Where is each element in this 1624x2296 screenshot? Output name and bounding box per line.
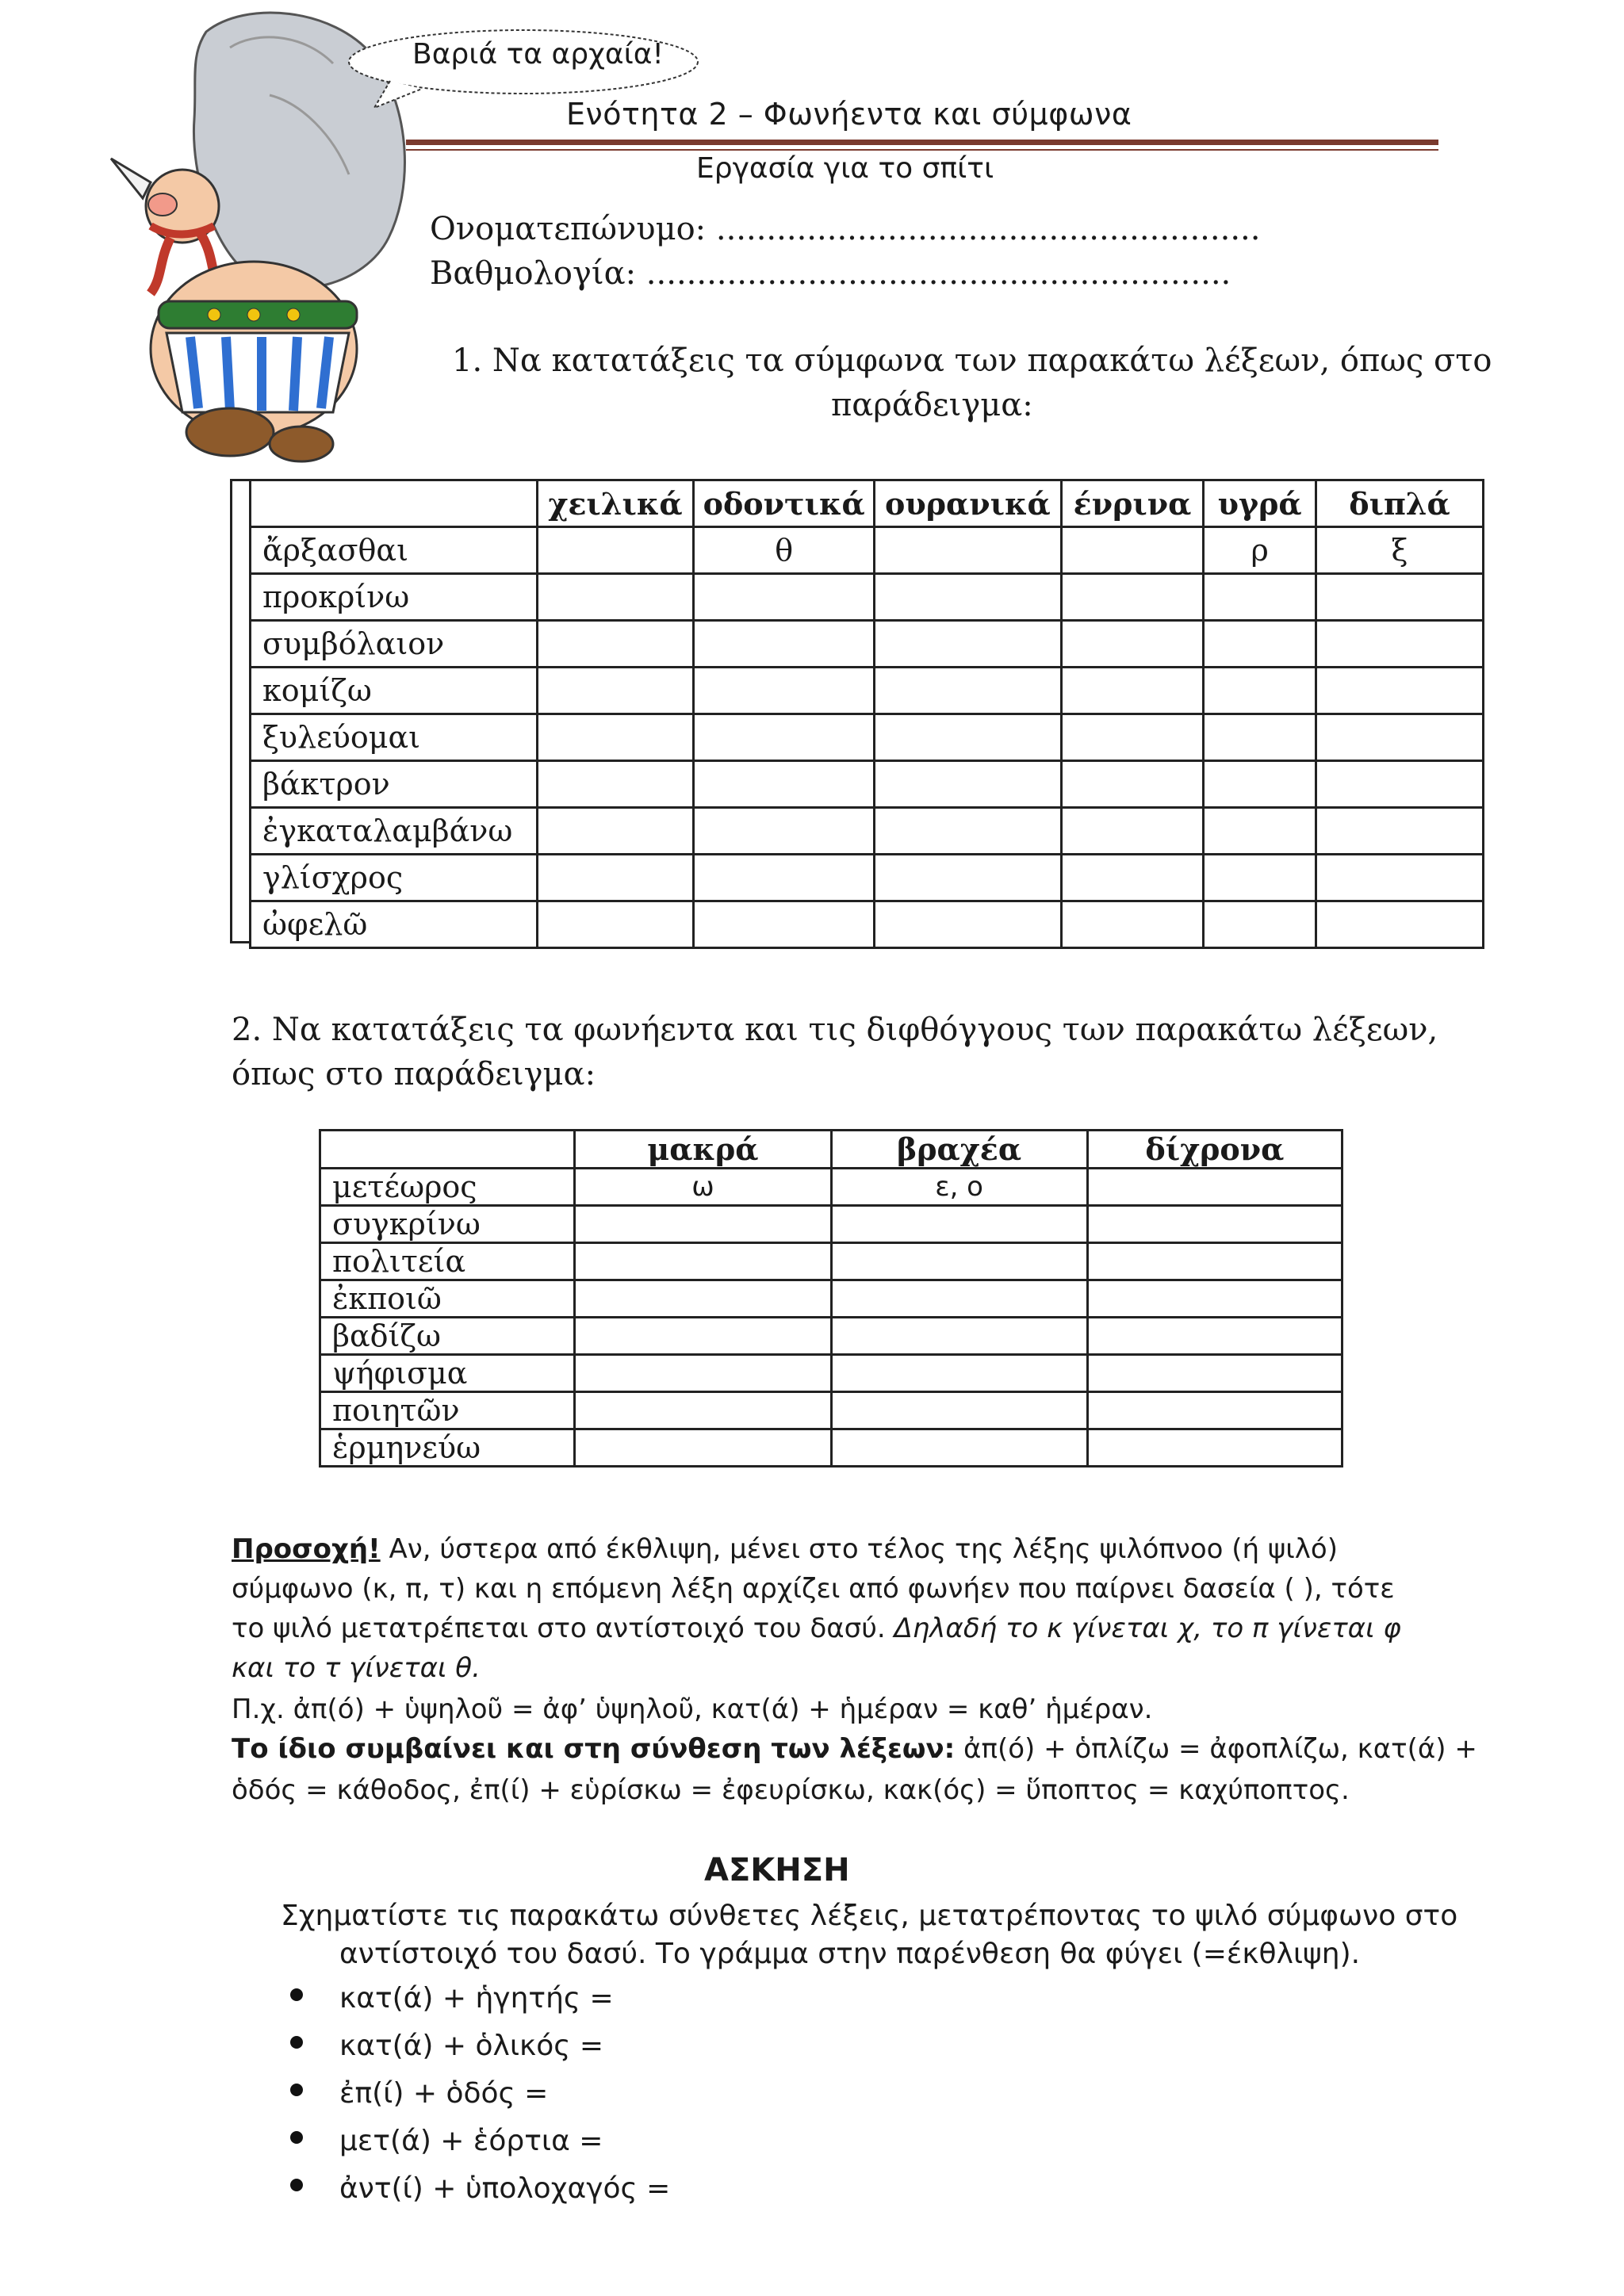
- answer-cell[interactable]: [1204, 855, 1316, 901]
- table-row: [320, 1318, 1342, 1355]
- task1-instruction-cont: παράδειγμα:: [831, 387, 1033, 423]
- note-text: σύμφωνο (κ, π, τ) και η επόμενη λέξη αρχίζει από φωνήεν που παίρνει δασεία ( ), τότε: [232, 1573, 1395, 1605]
- answer-cell[interactable]: [1061, 808, 1204, 855]
- table-row: [251, 714, 1484, 761]
- table-row: [251, 574, 1484, 621]
- word-cell: ποιητῶν: [320, 1392, 575, 1429]
- answer-cell[interactable]: [1316, 901, 1483, 948]
- answer-cell[interactable]: [1061, 714, 1204, 761]
- word-cell: ἐγκαταλαμβάνω: [251, 808, 538, 855]
- table-header-cell: βραχέα: [831, 1131, 1087, 1169]
- note-label: Προσοχή!: [232, 1533, 381, 1565]
- word-cell: μετέωρος: [320, 1169, 575, 1206]
- answer-cell[interactable]: [1087, 1392, 1342, 1429]
- answer-cell[interactable]: [1204, 574, 1316, 621]
- answer-cell[interactable]: [694, 714, 875, 761]
- answer-cell[interactable]: [831, 1206, 1087, 1243]
- table-row: [251, 668, 1484, 714]
- answer-cell[interactable]: [875, 855, 1062, 901]
- list-item: [290, 2077, 670, 2125]
- table-header-cell: διπλά: [1316, 480, 1483, 527]
- word-cell: πολιτεία: [320, 1243, 575, 1280]
- answer-cell[interactable]: ε, ο: [831, 1169, 1087, 1206]
- answer-cell[interactable]: [831, 1280, 1087, 1318]
- word-cell: ἑρμηνεύω: [320, 1429, 575, 1467]
- answer-cell[interactable]: [694, 668, 875, 714]
- list-item: [290, 2030, 670, 2077]
- answer-cell[interactable]: [537, 621, 694, 668]
- answer-cell[interactable]: θ: [694, 527, 875, 574]
- note-bold: Το ίδιο συμβαίνει και στη σύνθεση των λέξεων:: [232, 1733, 956, 1765]
- answer-cell[interactable]: [694, 761, 875, 808]
- answer-cell[interactable]: [1061, 901, 1204, 948]
- answer-cell[interactable]: [1316, 761, 1483, 808]
- answer-cell[interactable]: [1204, 668, 1316, 714]
- answer-cell[interactable]: [1316, 668, 1483, 714]
- table-header-cell: [320, 1131, 575, 1169]
- answer-cell[interactable]: [831, 1392, 1087, 1429]
- word-cell: ἐκποιῶ: [320, 1280, 575, 1318]
- answer-cell[interactable]: [537, 761, 694, 808]
- answer-cell[interactable]: [831, 1318, 1087, 1355]
- answer-cell[interactable]: [537, 855, 694, 901]
- note-example: Π.χ. ἀπ(ό) + ὑψηλοῦ = ἀφ’ ὑψηλοῦ, κατ(ά) + ἡμέραν = καθ’ ἡμέραν.: [232, 1693, 1153, 1725]
- word-cell: γλίσχρος: [251, 855, 538, 901]
- answer-cell[interactable]: [875, 714, 1062, 761]
- word-cell: κομίζω: [251, 668, 538, 714]
- list-item: [290, 1982, 670, 2030]
- answer-cell[interactable]: [575, 1280, 831, 1318]
- word-cell: συμβόλαιον: [251, 621, 538, 668]
- answer-cell[interactable]: [575, 1429, 831, 1467]
- note-paragraph: [232, 1533, 1338, 1565]
- answer-cell[interactable]: [1087, 1206, 1342, 1243]
- answer-cell[interactable]: [875, 527, 1062, 574]
- bullet-icon: [290, 2036, 303, 2049]
- note-text: ὁδός = κάθοδος, ἐπ(ί) + εὑρίσκω = ἐφευρίσκω, κακ(ός) = ὕποπτος = καχύποπτος.: [232, 1774, 1350, 1806]
- bullet-icon: [290, 1988, 303, 2001]
- table-header-cell: υγρά: [1204, 480, 1316, 527]
- answer-cell[interactable]: [575, 1318, 831, 1355]
- note-italic: Δηλαδή το κ γίνεται χ, το π γίνεται φ: [894, 1613, 1401, 1644]
- table-row: [251, 855, 1484, 901]
- answer-cell[interactable]: ξ: [1316, 527, 1483, 574]
- answer-cell[interactable]: [1316, 855, 1483, 901]
- table-header-cell: [251, 480, 538, 527]
- table-header-cell: δίχρονα: [1087, 1131, 1342, 1169]
- word-cell: βαδίζω: [320, 1318, 575, 1355]
- table-header-cell: μακρά: [575, 1131, 831, 1169]
- bullet-icon: [290, 2084, 303, 2096]
- answer-cell[interactable]: [875, 621, 1062, 668]
- answer-cell[interactable]: [1316, 574, 1483, 621]
- header-rule: [406, 140, 1438, 145]
- answer-cell[interactable]: [1316, 808, 1483, 855]
- list-item: [290, 2172, 670, 2220]
- header-rule-thin: [406, 149, 1438, 151]
- answer-cell[interactable]: [875, 668, 1062, 714]
- table-header-row: [251, 480, 1484, 527]
- table-row: [251, 621, 1484, 668]
- grade-field: Βαθμολογία: ..........................................................: [430, 255, 1231, 292]
- answer-cell[interactable]: [875, 761, 1062, 808]
- consonants-table: [249, 479, 1484, 949]
- name-field: Ονοματεπώνυμο: ......................................................: [430, 211, 1261, 247]
- answer-cell[interactable]: [1061, 668, 1204, 714]
- answer-cell[interactable]: [1087, 1429, 1342, 1467]
- table-row: [320, 1169, 1342, 1206]
- answer-cell[interactable]: [875, 808, 1062, 855]
- table-row: [251, 901, 1484, 948]
- answer-cell[interactable]: [1087, 1169, 1342, 1206]
- answer-cell[interactable]: [1204, 761, 1316, 808]
- answer-cell[interactable]: [1316, 621, 1483, 668]
- answer-cell[interactable]: [875, 574, 1062, 621]
- answer-cell[interactable]: [537, 574, 694, 621]
- note-paragraph: [232, 1733, 1477, 1765]
- note-text: ἀπ(ό) + ὁπλίζω = ἀφοπλίζω, κατ(ά) +: [955, 1733, 1477, 1765]
- table-row: [320, 1392, 1342, 1429]
- table-row: [320, 1429, 1342, 1467]
- word-cell: ὠφελῶ: [251, 901, 538, 948]
- unit-title: Ενότητα 2 – Φωνήεντα και σύμφωνα: [566, 97, 1132, 132]
- exercise-instruction-cont: αντίστοιχό του δασύ. Το γράμμα στην παρένθεση θα φύγει (=έκθλιψη).: [339, 1938, 1361, 1970]
- answer-cell[interactable]: [1204, 808, 1316, 855]
- table-row: [320, 1243, 1342, 1280]
- answer-cell[interactable]: [694, 574, 875, 621]
- word-cell: προκρίνω: [251, 574, 538, 621]
- exercise-list: [290, 1982, 670, 2220]
- task1-instruction: 1. Να κατατάξεις τα σύμφωνα των παρακάτω λέξεων, όπως στο: [452, 342, 1492, 379]
- answer-cell[interactable]: [537, 668, 694, 714]
- table-row: [251, 761, 1484, 808]
- exercise-instruction: Σχηματίστε τις παρακάτω σύνθετες λέξεις, μετατρέποντας το ψιλό σύμφωνο στο: [281, 1900, 1458, 1932]
- answer-cell[interactable]: [831, 1243, 1087, 1280]
- note-text: Αν, ύστερα από έκθλιψη, μένει στο τέλος της λέξης ψιλόπνοο (ή ψιλό): [380, 1533, 1338, 1565]
- word-cell: ἄρξασθαι: [251, 527, 538, 574]
- answer-cell[interactable]: [694, 621, 875, 668]
- bullet-icon: [290, 2131, 303, 2144]
- answer-cell[interactable]: [537, 808, 694, 855]
- task2-instruction-cont: όπως στο παράδειγμα:: [232, 1056, 596, 1093]
- answer-cell[interactable]: [1061, 761, 1204, 808]
- exercise-item-text: μετ(ά) + ἑόρτια =: [339, 2125, 603, 2157]
- table-row: [320, 1355, 1342, 1392]
- table1-frame-left: [230, 479, 249, 943]
- table-row: [251, 808, 1484, 855]
- answer-cell[interactable]: [537, 527, 694, 574]
- answer-cell[interactable]: [575, 1243, 831, 1280]
- exercise-title: ΑΣΚΗΣΗ: [704, 1852, 850, 1888]
- speech-bubble-text: Βαριά τα αρχαία!: [412, 38, 664, 71]
- note-text: το ψιλό μετατρέπεται στο αντίστοιχό του δασύ.: [232, 1613, 894, 1644]
- answer-cell[interactable]: ω: [575, 1169, 831, 1206]
- exercise-item-text: κατ(ά) + ἡγητής =: [339, 1982, 614, 2015]
- table-header-cell: οδοντικά: [694, 480, 875, 527]
- answer-cell[interactable]: [575, 1392, 831, 1429]
- table-row: [320, 1280, 1342, 1318]
- answer-cell[interactable]: [1204, 901, 1316, 948]
- answer-cell[interactable]: [831, 1429, 1087, 1467]
- exercise-item-text: κατ(ά) + ὁλικός =: [339, 2030, 603, 2062]
- table-header-cell: χειλικά: [537, 480, 694, 527]
- answer-cell[interactable]: [1316, 714, 1483, 761]
- exercise-item-text: ἐπ(ί) + ὁδός =: [339, 2077, 549, 2110]
- answer-cell[interactable]: [1087, 1318, 1342, 1355]
- word-cell: βάκτρον: [251, 761, 538, 808]
- table-header-row: [320, 1131, 1342, 1169]
- answer-cell[interactable]: [1087, 1355, 1342, 1392]
- answer-cell[interactable]: [1061, 855, 1204, 901]
- answer-cell[interactable]: [537, 901, 694, 948]
- answer-cell[interactable]: [1087, 1280, 1342, 1318]
- homework-subtitle: Εργασία για το σπίτι: [696, 152, 994, 185]
- note-italic: και το τ γίνεται θ.: [232, 1652, 481, 1684]
- answer-cell[interactable]: [1061, 574, 1204, 621]
- answer-cell[interactable]: [694, 855, 875, 901]
- task2-instruction: 2. Να κατατάξεις τα φωνήεντα και τις διφθόγγους των παρακάτω λέξεων,: [232, 1012, 1438, 1048]
- table-row: [320, 1206, 1342, 1243]
- word-cell: συγκρίνω: [320, 1206, 575, 1243]
- answer-cell[interactable]: [575, 1206, 831, 1243]
- list-item: [290, 2125, 670, 2172]
- answer-cell[interactable]: [831, 1355, 1087, 1392]
- answer-cell[interactable]: [1061, 527, 1204, 574]
- answer-cell[interactable]: [694, 901, 875, 948]
- answer-cell[interactable]: [1061, 621, 1204, 668]
- answer-cell[interactable]: [875, 901, 1062, 948]
- note-paragraph: [232, 1613, 1401, 1644]
- vowels-table: [319, 1129, 1343, 1468]
- table-header-cell: ένρινα: [1061, 480, 1204, 527]
- word-cell: ξυλεύομαι: [251, 714, 538, 761]
- answer-cell[interactable]: [1204, 714, 1316, 761]
- answer-cell[interactable]: [537, 714, 694, 761]
- table-header-cell: ουρανικά: [875, 480, 1062, 527]
- answer-cell[interactable]: ρ: [1204, 527, 1316, 574]
- answer-cell[interactable]: [575, 1355, 831, 1392]
- answer-cell[interactable]: [1204, 621, 1316, 668]
- bullet-icon: [290, 2179, 303, 2191]
- answer-cell[interactable]: [694, 808, 875, 855]
- word-cell: ψήφισμα: [320, 1355, 575, 1392]
- answer-cell[interactable]: [1087, 1243, 1342, 1280]
- table-row: [251, 527, 1484, 574]
- exercise-item-text: ἀντ(ί) + ὑπολοχαγός =: [339, 2172, 671, 2205]
